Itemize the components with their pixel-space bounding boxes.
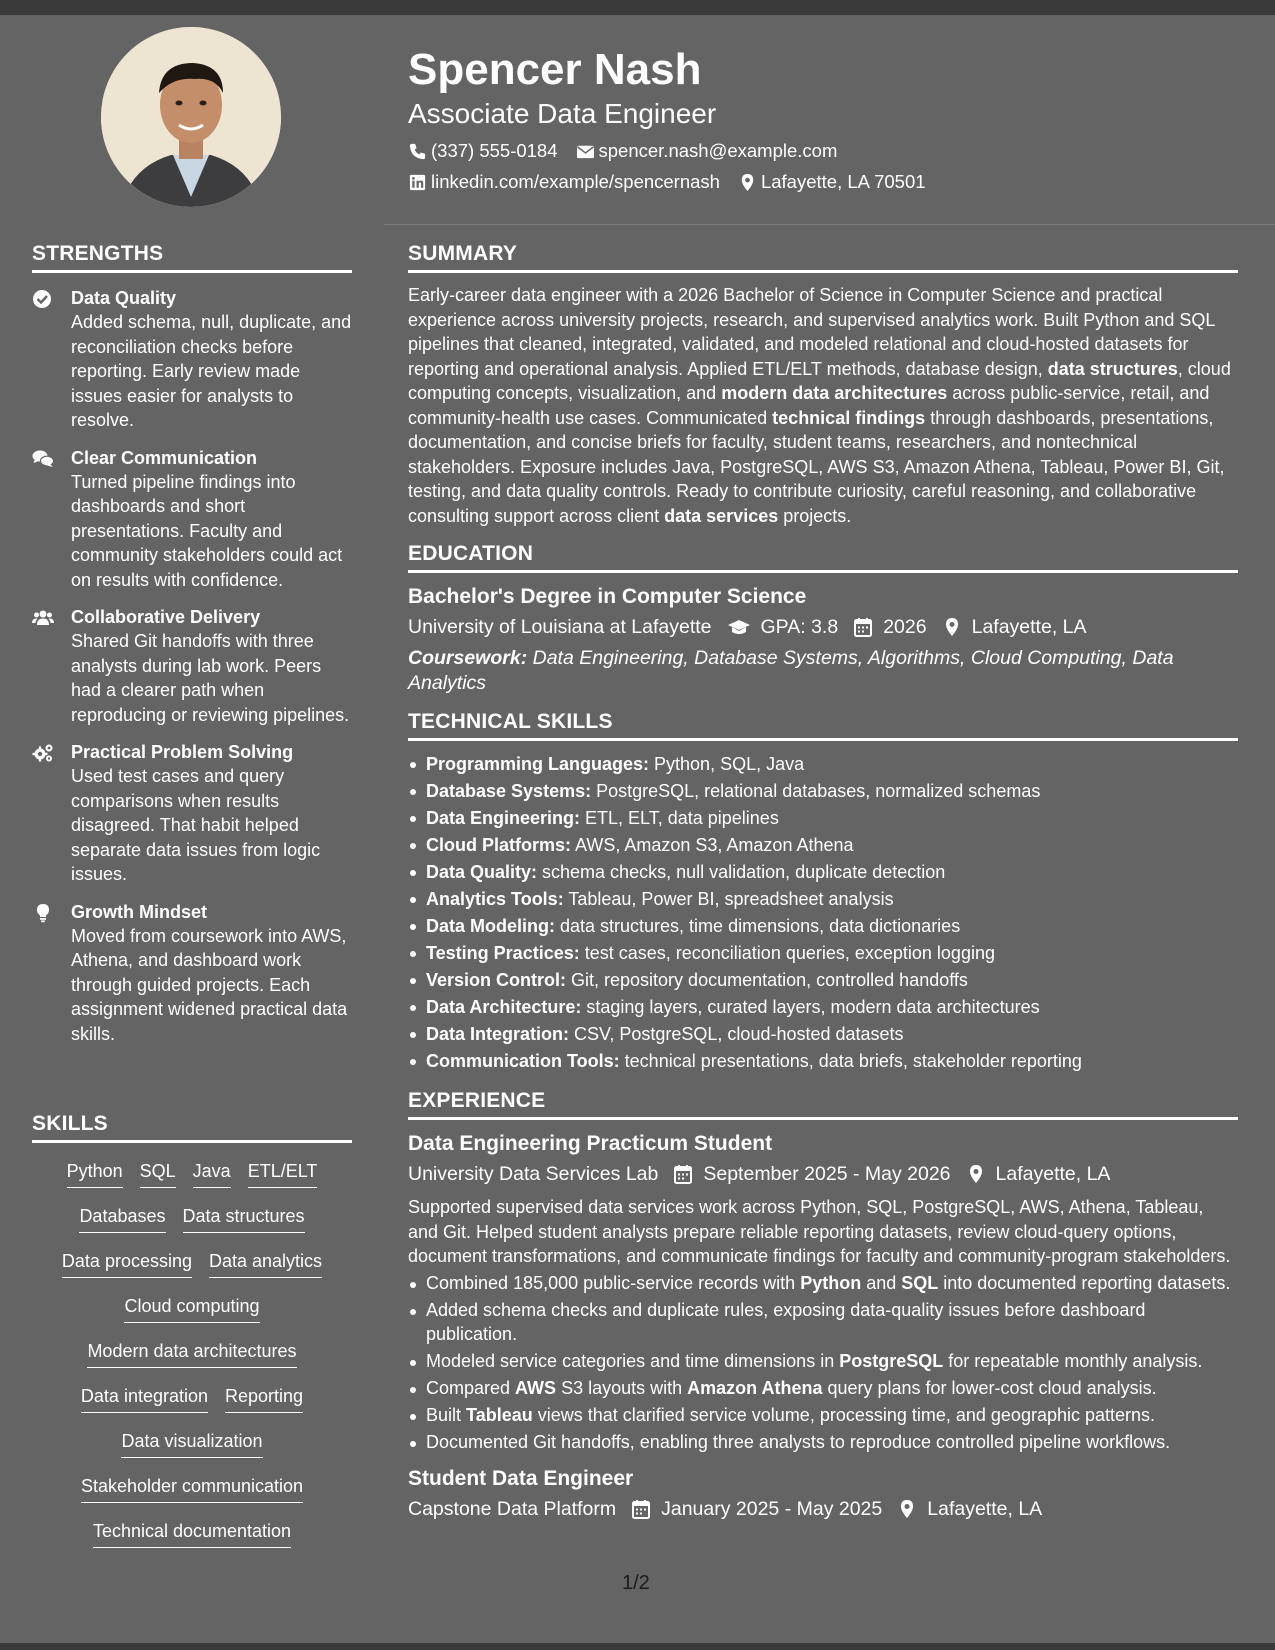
strength-title: Data Quality — [71, 288, 177, 308]
technical-skill-label: Analytics Tools: — [426, 889, 564, 909]
skill-chip-row — [32, 1519, 352, 1564]
main-column — [408, 242, 1238, 1538]
text-run: across public-service, retail, and community-health use cases. Communicated — [408, 383, 1210, 428]
text-run: through dashboards, presentations, documentation, and concise briefs for faculty, student teams, researchers, and nontechnical stakeholders. Exposure includes Java, PostgreSQL, AWS S3, Amazon Athena, Tableau, Power BI, Git, testing, and data quality controls. Ready to contribute curiosity, careful reasoning, and collaborative consulting support across client — [408, 407, 1225, 526]
job-location: Lafayette, LA — [927, 1497, 1043, 1520]
job-bullet — [408, 1271, 1238, 1296]
strength-text: Shared Git handoffs with three analysts during lab work. Peers had a clearer path when reproducing or reviewing pipelines. — [71, 631, 350, 725]
phone-icon — [408, 142, 427, 161]
technical-skill-label: Database Systems: — [426, 781, 592, 801]
text-run: for repeatable monthly analysis. — [943, 1351, 1203, 1371]
skill-chip-row — [32, 1429, 352, 1474]
edu-location-item — [942, 612, 1087, 642]
strength-item — [32, 901, 352, 1047]
technical-skills-section — [408, 710, 1238, 1075]
map-pin-icon — [738, 173, 757, 192]
technical-skill-value: schema checks, null validation, duplicate detection — [537, 862, 946, 882]
skill-chip: Databases — [79, 1204, 165, 1233]
text-run: S3 layouts with — [556, 1378, 688, 1398]
technical-skill-label: Testing Practices: — [426, 943, 580, 963]
bold-text: Python — [800, 1272, 862, 1293]
bold-text: data structures — [1047, 358, 1178, 379]
page-number: 1/2 — [622, 1572, 650, 1594]
text-run: , cloud computing concepts, visualization, and — [408, 358, 1231, 403]
calendar-icon — [631, 1499, 651, 1519]
job-entry — [408, 1465, 1238, 1524]
coursework-list: Data Engineering, Database Systems, Algorithms, Cloud Computing, Data Analytics — [408, 647, 1174, 694]
strength-item — [32, 606, 352, 727]
contact-row-1 — [408, 139, 1248, 163]
linkedin-item[interactable] — [408, 170, 720, 194]
candidate-name: Spencer Nash — [408, 45, 702, 94]
text-run: Built — [426, 1405, 467, 1425]
location-item — [738, 170, 926, 194]
calendar-icon — [853, 617, 873, 637]
strength-text: Turned pipeline findings into dashboards and short presentations. Faculty and community stakeholders could act on results with confidence. — [71, 471, 343, 590]
skill-chip-row — [32, 1339, 352, 1384]
check-circle-icon — [32, 289, 54, 309]
map-pin-icon — [966, 1164, 986, 1184]
skill-chip: Data processing — [62, 1249, 192, 1278]
technical-skill-item — [408, 886, 1238, 913]
profile-photo — [101, 27, 281, 207]
text-run: Early-career data engineer with a 2026 Bachelor of Science in Computer Science and practical experience across university projects, research, and supervised analytics work. Built Python and SQL pipelines that cleaned, integrated, validated, and modeled relational and cloud-hosted datasets for reporting and operational analysis. Applied ETL/ELT methods, database design, — [408, 285, 1215, 379]
job-location: Lafayette, LA — [995, 1163, 1111, 1185]
skill-chip-row — [32, 1474, 352, 1519]
job-org: University Data Services Lab — [408, 1163, 659, 1185]
strength-item — [32, 287, 352, 433]
job-bullet — [408, 1430, 1238, 1455]
school-name: University of Louisiana at Lafayette — [408, 616, 712, 638]
strength-item — [32, 741, 352, 887]
technical-skill-label: Data Quality: — [426, 862, 538, 882]
skill-chip: Java — [193, 1159, 231, 1188]
job-title: Data Engineering Practicum Student — [408, 1132, 773, 1155]
skill-chip: Stakeholder communication — [81, 1474, 303, 1503]
strength-item — [32, 447, 352, 593]
skill-chip: Modern data architectures — [87, 1339, 296, 1368]
linkedin-text[interactable]: linkedin.com/example/spencernash — [431, 171, 720, 192]
technical-skill-item — [408, 1021, 1238, 1048]
summary-text — [408, 283, 1238, 528]
job-entry — [408, 1130, 1238, 1455]
bold-text: Amazon Athena — [687, 1378, 823, 1398]
email-item[interactable] — [576, 139, 838, 163]
summary-section — [408, 242, 1238, 528]
technical-skill-label: Data Engineering: — [426, 808, 581, 828]
strength-title: Clear Communication — [71, 447, 258, 468]
technical-skill-value: PostgreSQL, relational databases, normalized schemas — [591, 781, 1041, 801]
technical-skill-label: Data Architecture: — [426, 997, 582, 1017]
bold-text: data services — [664, 505, 779, 526]
skill-chip: Data integration — [81, 1384, 208, 1413]
technical-skill-value: data structures, time dimensions, data dictionaries — [555, 916, 961, 936]
bold-text: PostgreSQL — [839, 1351, 944, 1371]
resume-header — [408, 43, 1248, 194]
gpa-item — [727, 612, 839, 642]
job-location-item — [897, 1494, 1042, 1524]
technical-skill-value: Git, repository documentation, controlled handoffs — [566, 970, 968, 990]
technical-skill-value: AWS, Amazon S3, Amazon Athena — [571, 835, 854, 855]
education-heading: EDUCATION — [408, 542, 1238, 573]
strength-text: Added schema, null, duplicate, and reconciliation checks before reporting. Early review made issues easier for analysts to resolve. — [71, 312, 352, 430]
technical-skill-value: Tableau, Power BI, spreadsheet analysis — [563, 889, 894, 909]
contact-row-2 — [408, 170, 1248, 194]
map-pin-icon — [897, 1499, 917, 1519]
technical-skill-item — [408, 805, 1238, 832]
skill-chip-row — [32, 1204, 352, 1249]
job-dates-item — [631, 1494, 882, 1524]
email-text[interactable]: spencer.nash@example.com — [598, 140, 838, 161]
experience-heading: EXPERIENCE — [408, 1089, 1238, 1120]
candidate-role: Associate Data Engineer — [408, 98, 717, 129]
technical-skill-label: Programming Languages: — [426, 754, 650, 774]
job-bullets — [408, 1271, 1238, 1455]
technical-skill-label: Cloud Platforms: — [426, 835, 572, 855]
skill-chips — [32, 1159, 352, 1564]
technical-skill-label: Communication Tools: — [426, 1051, 620, 1071]
coursework-label: Coursework: — [408, 647, 528, 669]
strength-title: Practical Problem Solving — [71, 742, 294, 762]
technical-skill-item — [408, 778, 1238, 805]
text-run: projects. — [778, 505, 852, 526]
job-bullet — [408, 1298, 1238, 1347]
job-meta — [408, 1159, 1238, 1189]
text-run: Combined 185,000 public-service records with — [426, 1272, 801, 1293]
technical-skill-item — [408, 1048, 1238, 1075]
job-title: Student Data Engineer — [408, 1466, 634, 1490]
bold-text: modern data architectures — [721, 383, 948, 403]
bottom-bar — [0, 1643, 1275, 1650]
job-meta — [408, 1494, 1238, 1524]
job-dates-item — [673, 1159, 950, 1189]
summary-heading: SUMMARY — [408, 242, 1238, 273]
strengths-section — [32, 242, 352, 1046]
lightbulb-icon — [32, 903, 54, 923]
text-run: Compared — [426, 1378, 516, 1398]
technical-skill-item — [408, 913, 1238, 940]
bold-text: technical findings — [772, 407, 926, 428]
strength-text: Moved from coursework into AWS, Athena, and dashboard work through guided projects. Each assignment widened practical data skills. — [71, 925, 348, 1044]
top-bar — [0, 0, 1275, 15]
technical-skill-item — [408, 940, 1238, 967]
users-icon — [32, 608, 54, 628]
skill-chip-row — [32, 1249, 352, 1294]
technical-skills-heading: TECHNICAL SKILLS — [408, 710, 1238, 741]
bold-text: Tableau — [466, 1405, 533, 1425]
skill-chip: SQL — [140, 1159, 176, 1188]
text-run: query plans for lower-cost cloud analysis. — [822, 1378, 1157, 1398]
skill-chip: Cloud computing — [124, 1294, 259, 1323]
skill-chip: ETL/ELT — [248, 1159, 318, 1188]
technical-skill-value: CSV, PostgreSQL, cloud-hosted datasets — [569, 1024, 904, 1044]
text-run: views that clarified service volume, processing time, and geographic patterns. — [532, 1405, 1156, 1425]
skill-chip: Reporting — [225, 1384, 303, 1413]
education-section — [408, 542, 1238, 696]
text-run: into documented reporting datasets. — [938, 1272, 1231, 1293]
edu-location: Lafayette, LA — [971, 616, 1087, 638]
skill-chip: Python — [67, 1159, 123, 1188]
job-dates: January 2025 - May 2025 — [661, 1497, 883, 1520]
job-location-item — [966, 1159, 1111, 1189]
skill-chip: Data analytics — [209, 1249, 322, 1278]
technical-skill-label: Version Control: — [426, 970, 567, 990]
job-description: Supported supervised data services work across Python, SQL, PostgreSQL, AWS, Athena, Tableau, and Git. Helped student analysts prepare reliable reporting datasets, review cloud-query options, document transformations, and communicate findings for faculty and community-program stakeholders. — [408, 1197, 1231, 1266]
skill-chip-row — [32, 1294, 352, 1339]
graduation-year: 2026 — [883, 616, 927, 638]
location-text: Lafayette, LA 70501 — [760, 171, 926, 192]
technical-skill-value: technical presentations, data briefs, stakeholder reporting — [619, 1051, 1082, 1071]
technical-skill-value: ETL, ELT, data pipelines — [580, 808, 779, 828]
technical-skill-item — [408, 994, 1238, 1021]
technical-skill-item — [408, 859, 1238, 886]
phone-text: (337) 555-0184 — [431, 140, 558, 161]
text-run: Modeled service categories and time dimensions in — [426, 1351, 840, 1371]
text-run: Documented Git handoffs, enabling three analysts to reproduce controlled pipeline workflows. — [426, 1432, 1171, 1452]
technical-skill-label: Data Modeling: — [426, 916, 555, 936]
job-bullet — [408, 1403, 1238, 1428]
technical-skill-value: Python, SQL, Java — [649, 754, 805, 774]
technical-skill-value: staging layers, curated layers, modern data architectures — [581, 997, 1040, 1017]
bold-text: AWS — [515, 1378, 557, 1398]
technical-skills-list — [408, 751, 1238, 1075]
phone-item — [408, 139, 558, 163]
experience-section — [408, 1089, 1238, 1524]
year-item — [853, 612, 926, 642]
job-org-item — [408, 1159, 658, 1189]
skill-chip: Data visualization — [121, 1429, 262, 1458]
map-pin-icon — [942, 617, 962, 637]
header-divider — [384, 224, 1275, 225]
skill-chip-row — [32, 1384, 352, 1429]
skill-chip: Technical documentation — [93, 1519, 291, 1548]
job-org-item — [408, 1494, 616, 1524]
technical-skill-item — [408, 832, 1238, 859]
strength-title: Collaborative Delivery — [71, 607, 261, 627]
graduation-cap-icon — [727, 617, 751, 637]
linkedin-icon — [408, 173, 427, 192]
chat-bubbles-icon — [32, 449, 54, 469]
degree-title: Bachelor's Degree in Computer Science — [408, 585, 807, 608]
strengths-heading: STRENGTHS — [32, 242, 352, 273]
coursework — [408, 646, 1238, 696]
job-dates: September 2025 - May 2026 — [703, 1163, 951, 1185]
strengths-list — [32, 287, 352, 1046]
skill-chip: Data structures — [183, 1204, 305, 1233]
education-meta — [408, 612, 1238, 642]
technical-skill-item — [408, 751, 1238, 778]
job-bullet — [408, 1376, 1238, 1401]
job-org: Capstone Data Platform — [408, 1497, 617, 1520]
gears-icon — [32, 743, 54, 763]
skills-heading: SKILLS — [32, 1112, 352, 1143]
technical-skill-item — [408, 967, 1238, 994]
technical-skill-label: Data Integration: — [426, 1024, 570, 1044]
strength-title: Growth Mindset — [71, 901, 207, 922]
skills-section — [32, 1112, 352, 1564]
gpa-text: GPA: 3.8 — [760, 616, 839, 638]
text-run: Added schema checks and duplicate rules, exposing data-quality issues before dashboard publication. — [426, 1299, 1146, 1344]
envelope-icon — [576, 142, 595, 161]
strength-text: Used test cases and query comparisons when results disagreed. That habit helped separate data issues from logic issues. — [71, 766, 321, 884]
bold-text: SQL — [901, 1272, 939, 1293]
text-run: and — [861, 1272, 902, 1293]
school-item — [408, 612, 712, 642]
technical-skill-value: test cases, reconciliation queries, exception logging — [579, 943, 995, 963]
calendar-icon — [673, 1164, 693, 1184]
skill-chip-row — [32, 1159, 352, 1204]
job-bullet — [408, 1349, 1238, 1374]
